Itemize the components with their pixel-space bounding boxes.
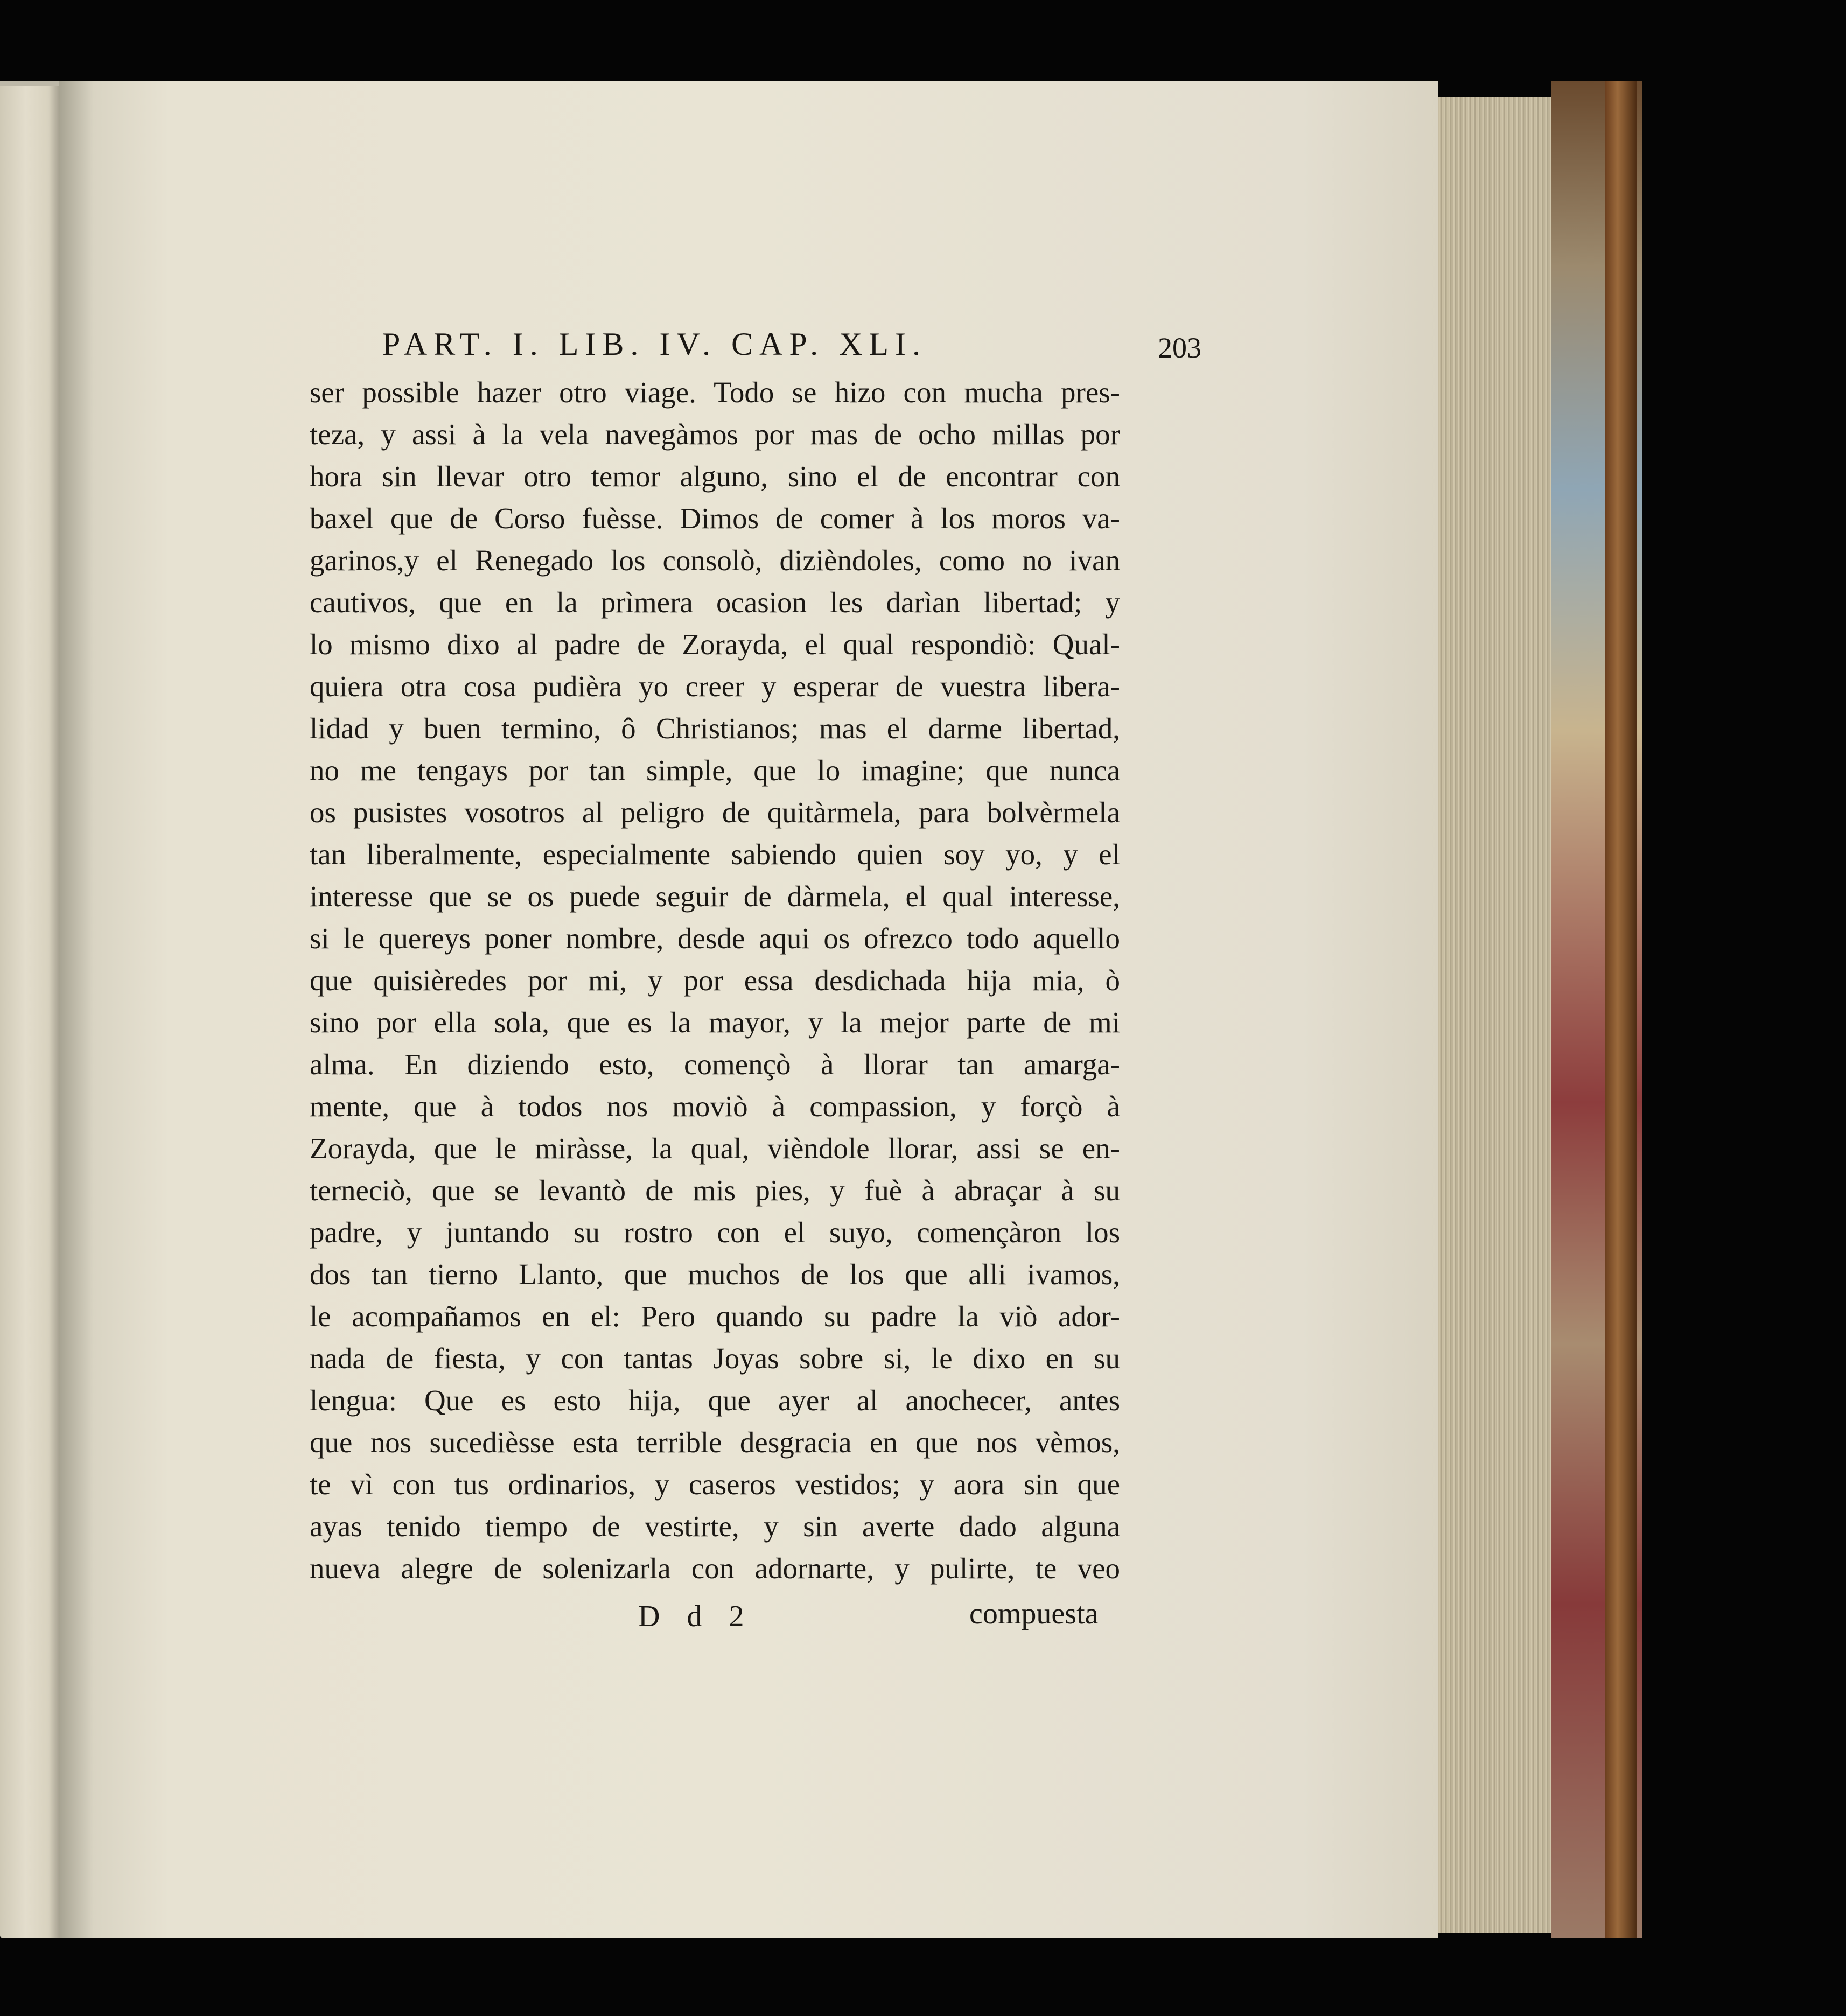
text-line: hora sin llevar otro temor alguno, sino el de encontrar con [310, 460, 1120, 493]
text-line: no me tengays por tan simple, que lo imagine; que nunca [310, 754, 1120, 787]
body-text [310, 372, 1120, 1590]
left-page [0, 86, 65, 1938]
leather-binding [1605, 81, 1637, 1938]
text-line: Zorayda, que le miràsse, la qual, vièndole llorar, assi se en- [310, 1132, 1120, 1165]
text-line: nueva alegre de solenizarla con adornarte, y pulirte, te veo [310, 1552, 1120, 1585]
text-line: interesse que se os puede seguir de dàrmela, el qual interesse, [310, 880, 1120, 913]
text-line: dos tan tierno Llanto, que muchos de los que alli ivamos, [310, 1258, 1120, 1291]
text-line: ser possible hazer otro viage. Todo se hizo con mucha pres- [310, 376, 1120, 409]
book-page [59, 81, 1438, 1938]
text-line: ayas tenido tiempo de vestirte, y sin averte dado alguna [310, 1510, 1120, 1543]
text-line: mente, que à todos nos moviò à compassion, y forçò à [310, 1090, 1120, 1123]
text-line: padre, y juntando su rostro con el suyo, començàron los [310, 1216, 1120, 1249]
signature-mark: D d 2 [638, 1600, 754, 1633]
text-line: nada de fiesta, y con tantas Joyas sobre si, le dixo en su [310, 1342, 1120, 1375]
page-number: 203 [1158, 332, 1201, 364]
text-line: lengua: Que es esto hija, que ayer al anochecer, antes [310, 1384, 1120, 1417]
text-line: garinos,y el Renegado los consolò, dizièndoles, como no ivan [310, 544, 1120, 577]
text-line: si le quereys poner nombre, desde aqui os ofrezco todo aquello [310, 922, 1120, 955]
text-line: teza, y assi à la vela navegàmos por mas de ocho millas por [310, 418, 1120, 451]
text-line: le acompañamos en el: Pero quando su padre la viò ador- [310, 1300, 1120, 1333]
running-head: PART. I. LIB. IV. CAP. XLI. [382, 326, 927, 362]
text-line: tan liberalmente, especialmente sabiendo quien soy yo, y el [310, 838, 1120, 871]
text-line: baxel que de Corso fuèsse. Dimos de comer à los moros va- [310, 502, 1120, 535]
text-line: terneciò, que se levantò de mis pies, y fuè à abraçar à su [310, 1174, 1120, 1207]
text-line: sino por ella sola, que es la mayor, y la mejor parte de mi [310, 1006, 1120, 1039]
text-line: te vì con tus ordinarios, y caseros vestidos; y aora sin que [310, 1468, 1120, 1501]
text-line: cautivos, que en la prìmera ocasion les darìan libertad; y [310, 586, 1120, 619]
text-line: lo mismo dixo al padre de Zorayda, el qual respondiò: Qual- [310, 628, 1120, 661]
catchword: compuesta [969, 1597, 1099, 1630]
text-line: os pusistes vosotros al peligro de quitàrmela, para bolvèrmela [310, 796, 1120, 829]
text-line: quiera otra cosa pudièra yo creer y esperar de vuestra libera- [310, 670, 1120, 703]
text-line: lidad y buen termino, ô Christianos; mas el darme libertad, [310, 712, 1120, 745]
text-line: que nos sucedièsse esta terrible desgracia en que nos vèmos, [310, 1426, 1120, 1459]
text-line: que quisièredes por mi, y por essa desdichada hija mia, ò [310, 964, 1120, 997]
text-line: alma. En diziendo esto, començò à llorar tan amarga- [310, 1048, 1120, 1081]
